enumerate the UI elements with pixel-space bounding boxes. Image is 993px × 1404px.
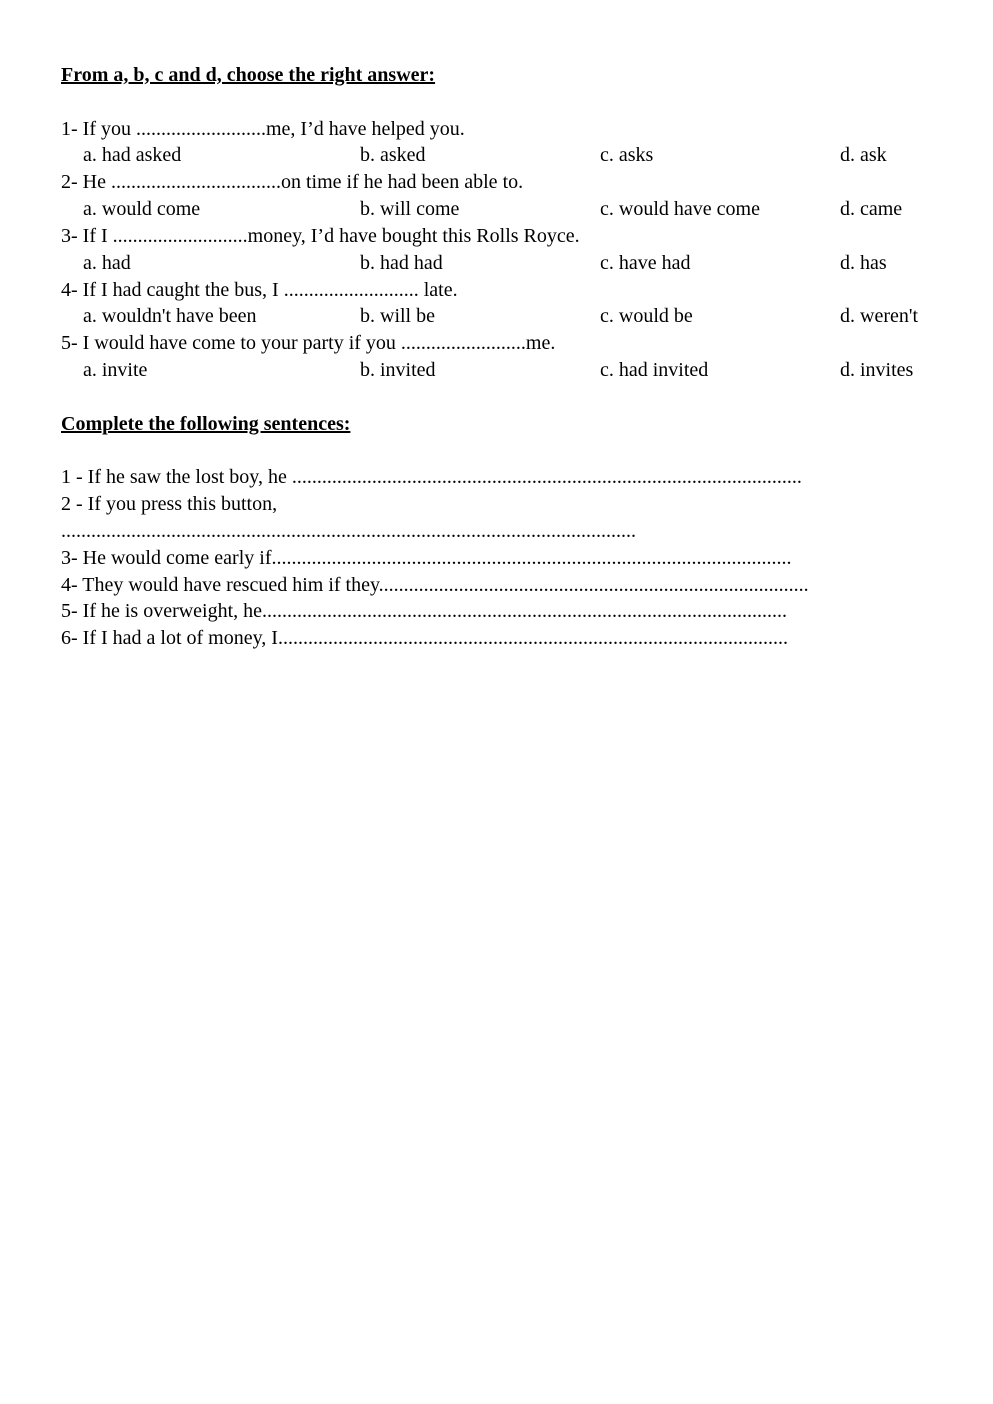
question-1-option-d: d. ask: [840, 144, 887, 166]
question-3-option-a: a. had: [83, 252, 131, 274]
question-3-option-c: c. have had: [600, 252, 691, 274]
question-5-option-b: b. invited: [360, 359, 436, 381]
question-5-option-c: c. had invited: [600, 359, 709, 381]
question-4-option-a: a. wouldn't have been: [83, 305, 257, 327]
section-heading-complete-sentences: Complete the following sentences:: [61, 413, 351, 435]
question-3-text: 3- If I ...........................money, I’d have bought this Rolls Royce.: [61, 225, 580, 247]
question-1-option-c: c. asks: [600, 144, 654, 166]
question-3-option-b: b. had had: [360, 252, 443, 274]
sentence-3: 3- He would come early if........................................................................................................: [61, 547, 792, 569]
question-4-option-c: c. would be: [600, 305, 693, 327]
question-1-text: 1- If you ..........................me, I’d have helped you.: [61, 118, 465, 140]
question-2-option-b: b. will come: [360, 198, 460, 220]
sentence-2: 2 - If you press this button,: [61, 493, 278, 515]
question-1-option-b: b. asked: [360, 144, 426, 166]
question-4-option-b: b. will be: [360, 305, 435, 327]
section-heading-multiple-choice: From a, b, c and d, choose the right answer:: [61, 64, 436, 86]
question-4-text: 4- If I had caught the bus, I ........................... late.: [61, 279, 458, 301]
question-4-option-d: d. weren't: [840, 305, 919, 327]
question-5-option-a: a. invite: [83, 359, 148, 381]
question-5-option-d: d. invites: [840, 359, 914, 381]
question-3-option-d: d. has: [840, 252, 887, 274]
question-5-text: 5- I would have come to your party if you .........................me.: [61, 332, 556, 354]
sentence-2-continuation: ...................................................................................................................: [61, 520, 636, 542]
sentence-1: 1 - If he saw the lost boy, he ......................................................................................................: [61, 466, 802, 488]
sentence-6: 6- If I had a lot of money, I......................................................................................................: [61, 627, 788, 649]
question-2-text: 2- He ..................................on time if he had been able to.: [61, 171, 524, 193]
sentence-4: 4- They would have rescued him if they......................................................................................: [61, 574, 809, 596]
question-2-option-d: d. came: [840, 198, 903, 220]
question-2-option-a: a. would come: [83, 198, 201, 220]
question-1-option-a: a. had asked: [83, 144, 182, 166]
sentence-5: 5- If he is overweight, he.........................................................................................................: [61, 600, 788, 622]
question-2-option-c: c. would have come: [600, 198, 760, 220]
